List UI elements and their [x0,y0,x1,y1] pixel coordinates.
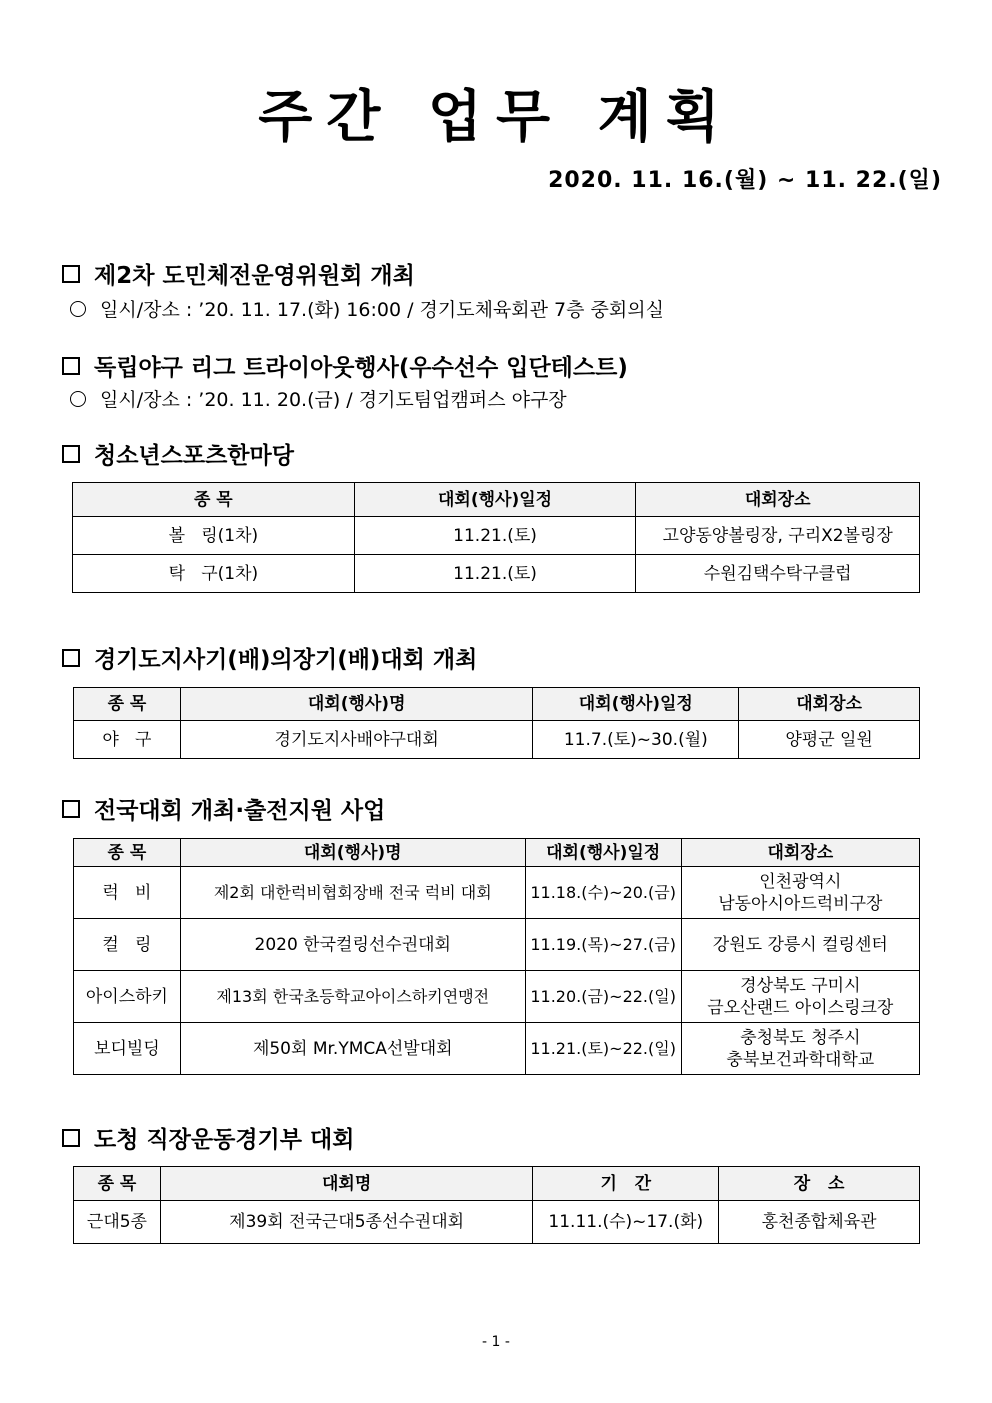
governor-cup-table [73,687,920,759]
section-heading-5 [62,795,385,827]
table-cell: 11.18.(수)~20.(금) [525,867,681,919]
section-heading-1 [62,260,415,292]
table-header: 대회장소 [636,483,920,517]
table-cell: 11.7.(토)~30.(월) [533,721,739,759]
table-cell: 제39회 전국근대5종선수권대회 [160,1201,532,1244]
table-header: 대회장소 [681,839,919,867]
table-row [73,517,920,555]
table-cell: 11.11.(수)~17.(화) [533,1201,719,1244]
venue-line-2: 남동아시아드럭비구장 [718,893,883,914]
national-events-table [73,838,920,1075]
table-cell: 11.20.(금)~22.(일) [525,971,681,1023]
checkbox-square-icon [62,357,80,375]
table-cell: 2020 한국컬링선수권대회 [180,919,525,971]
section-bullet-1 [70,296,664,324]
table-cell: 제50회 Mr.YMCA선발대회 [180,1023,525,1075]
section-bullet-2-text: 일시/장소 : ’20. 11. 20.(금) / 경기도팀업캠퍼스 야구장 [100,389,567,411]
table-cell-venue [681,867,919,919]
table-cell: 11.21.(토)~22.(일) [525,1023,681,1075]
section-heading-6 [62,1124,354,1156]
table-cell-venue [681,971,919,1023]
circle-bullet-icon [70,301,86,317]
table-row [74,1023,920,1075]
table-cell: 탁 구(1차) [73,555,355,593]
table-header: 대회명 [160,1167,532,1201]
table-header: 대회(행사)일정 [525,839,681,867]
venue-line-2: 충북보건과학대학교 [726,1049,875,1070]
table-cell: 컬 링 [74,919,181,971]
table-cell: 11.21.(토) [354,555,636,593]
section-heading-6-text: 도청 직장운동경기부 대회 [94,1127,355,1153]
section-bullet-1-text: 일시/장소 : ’20. 11. 17.(화) 16:00 / 경기도체육회관 7층 중회의실 [100,299,664,321]
page-number: - 1 - [482,1334,510,1350]
section-heading-2-text: 독립야구 리그 트라이아웃행사(우수선수 입단테스트) [94,355,628,381]
section-heading-5-text: 전국대회 개최·출전지원 사업 [94,798,386,824]
table-header: 종 목 [74,839,181,867]
venue-line-2: 금오산랜드 아이스링크장 [707,997,894,1018]
table-cell: 11.21.(토) [354,517,636,555]
checkbox-square-icon [62,800,80,818]
table-cell: 아이스하키 [74,971,181,1023]
table-header: 장 소 [719,1167,920,1201]
checkbox-square-icon [62,1129,80,1147]
table-cell-venue [681,919,919,971]
circle-bullet-icon [70,391,86,407]
table-cell: 홍천종합체육관 [719,1201,920,1244]
table-cell: 11.19.(목)~27.(금) [525,919,681,971]
table-header: 대회(행사)명 [180,688,533,721]
provincial-team-table [73,1166,920,1244]
table-header: 대회(행사)일정 [533,688,739,721]
table-cell-venue [681,1023,919,1075]
table-cell: 근대5종 [74,1201,161,1244]
section-heading-4-text: 경기도지사기(배)의장기(배)대회 개최 [94,647,478,673]
table-row [74,971,920,1023]
table-cell: 럭 비 [74,867,181,919]
section-bullet-2 [70,386,567,414]
table-header-row [73,483,920,517]
page-title: 주간 업무 계획 [258,85,734,150]
checkbox-square-icon [62,265,80,283]
table-cell: 볼 링(1차) [73,517,355,555]
table-row [74,919,920,971]
section-heading-3 [62,440,294,472]
section-heading-2 [62,352,628,384]
table-header: 종 목 [74,688,181,721]
table-header-row [74,1167,920,1201]
table-cell: 야 구 [74,721,181,759]
table-cell: 경기도지사배야구대회 [180,721,533,759]
table-cell: 수원김택수탁구클럽 [636,555,920,593]
table-row [74,721,920,759]
table-header-row [74,839,920,867]
venue-line-1: 인천광역시 [759,871,842,892]
section-heading-3-text: 청소년스포츠한마당 [94,443,294,469]
table-header: 대회장소 [739,688,920,721]
table-row [73,555,920,593]
checkbox-square-icon [62,649,80,667]
checkbox-square-icon [62,445,80,463]
venue-line-1: 강원도 강릉시 컬링센터 [712,934,888,955]
table-header: 대회(행사)명 [180,839,525,867]
table-cell: 제2회 대한럭비협회장배 전국 럭비 대회 [180,867,525,919]
table-header: 종 목 [73,483,355,517]
table-cell: 제13회 한국초등학교아이스하키연맹전 [180,971,525,1023]
section-heading-4 [62,644,477,676]
section-heading-1-text: 제2차 도민체전운영위원회 개최 [94,263,415,289]
youth-sports-table [72,482,920,593]
table-cell: 고양동양볼링장, 구리X2볼링장 [636,517,920,555]
table-cell: 양평군 일원 [739,721,920,759]
table-row [74,867,920,919]
table-header: 기 간 [533,1167,719,1201]
venue-line-1: 충청북도 청주시 [740,1027,861,1048]
date-range: 2020. 11. 16.(월) ~ 11. 22.(일) [548,168,942,193]
table-row [74,1201,920,1244]
table-header: 대회(행사)일정 [354,483,636,517]
venue-line-1: 경상북도 구미시 [740,975,861,996]
table-header: 종 목 [74,1167,161,1201]
table-cell: 보디빌딩 [74,1023,181,1075]
table-header-row [74,688,920,721]
